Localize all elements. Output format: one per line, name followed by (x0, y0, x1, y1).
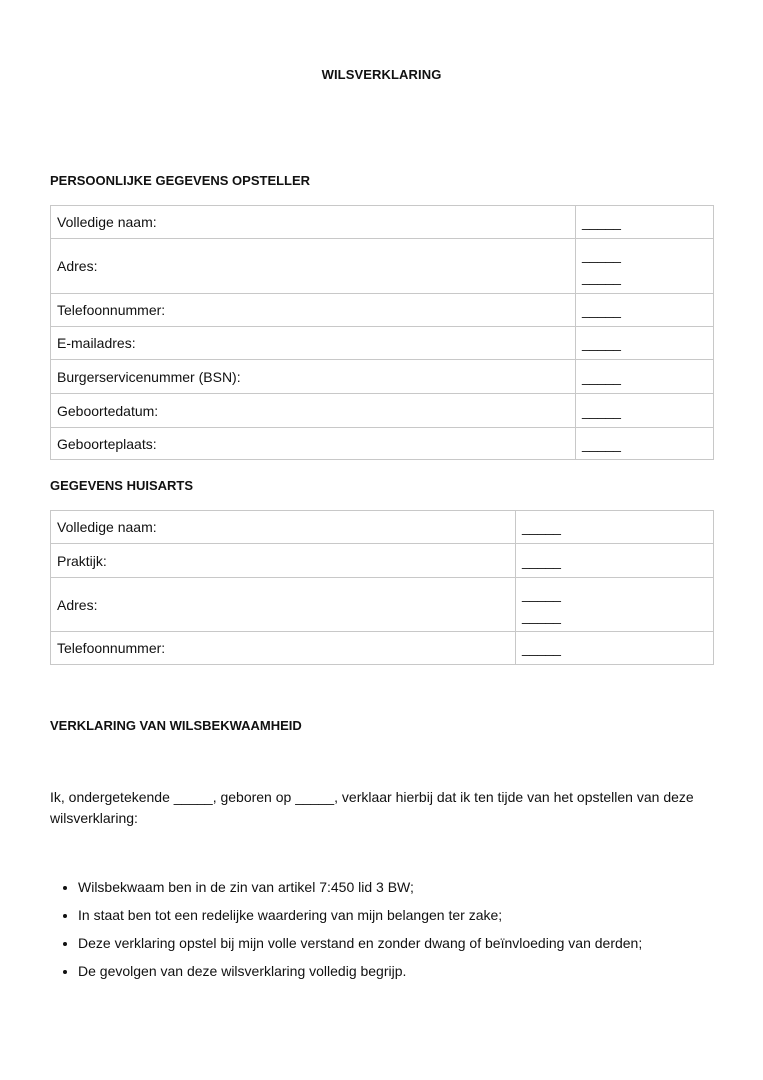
field-label-full-name: Volledige naam: (51, 206, 576, 239)
blank-line: _____ (582, 269, 621, 285)
field-label-birth-date: Geboortedatum: (51, 394, 576, 428)
list-item: • Deze verklaring opstel bij mijn volle verstand en zonder dwang of beïnvloeding van derden; (78, 932, 738, 960)
table-row (51, 511, 714, 544)
list-item: • In staat ben tot een redelijke waardering van mijn belangen ter zake; (78, 904, 738, 932)
table-row (51, 206, 714, 239)
blank-line: _____ (522, 585, 561, 602)
field-value-phone[interactable] (576, 294, 714, 327)
field-value-address[interactable] (576, 239, 714, 294)
field-value-full-name[interactable] (576, 206, 714, 239)
personal-details-table (50, 205, 714, 460)
field-value-birth-place[interactable] (576, 428, 714, 460)
table-row (51, 239, 714, 294)
field-label-birth-place: Geboorteplaats: (51, 428, 576, 460)
declaration-paragraph: Ik, ondergetekende _____, geboren op _____, verklaar hierbij dat ik ten tijde van het opstellen van deze wilsverklaring: (50, 789, 694, 826)
table-row (51, 360, 714, 394)
blank-line: _____ (582, 214, 621, 230)
blank-line: _____ (522, 640, 561, 656)
field-label-email: E-mailadres: (51, 327, 576, 360)
field-label-phone: Telefoonnummer: (51, 294, 576, 327)
table-row (51, 632, 714, 665)
section-heading-capacity: VERKLARING VAN WILSBEKWAAMHEID (50, 718, 302, 733)
table-row (51, 578, 714, 632)
blank-line: _____ (522, 552, 561, 569)
table-row (51, 327, 714, 360)
section-heading-gp: GEGEVENS HUISARTS (50, 478, 194, 493)
declaration-bullet-list (50, 876, 738, 988)
table-row (51, 294, 714, 327)
field-value-gp-phone[interactable] (516, 632, 714, 665)
table-row (51, 428, 714, 460)
field-value-email[interactable] (576, 327, 714, 360)
field-value-gp-address[interactable] (516, 578, 714, 632)
blank-line: _____ (582, 247, 621, 263)
list-item: • De gevolgen van deze wilsverklaring volledig begrijp. (78, 960, 738, 988)
field-label-address: Adres: (51, 239, 576, 294)
blank-line: _____ (522, 607, 561, 624)
field-label-practice: Praktijk: (51, 544, 516, 578)
section-heading-personal: PERSOONLIJKE GEGEVENS OPSTELLER (50, 173, 311, 188)
list-item: • Wilsbekwaam ben in de zin van artikel 7:450 lid 3 BW; (78, 876, 738, 904)
field-value-birth-date[interactable] (576, 394, 714, 428)
gp-details-table (50, 510, 714, 665)
document-title: WILSVERKLARING (321, 67, 442, 82)
blank-line: _____ (582, 335, 621, 351)
field-value-bsn[interactable] (576, 360, 714, 394)
field-value-gp-name[interactable] (516, 511, 714, 544)
field-label-gp-name: Volledige naam: (51, 511, 516, 544)
field-value-practice[interactable] (516, 544, 714, 578)
field-label-gp-address: Adres: (51, 578, 516, 632)
field-label-gp-phone: Telefoonnummer: (51, 632, 516, 665)
blank-line: _____ (522, 519, 561, 535)
blank-line: _____ (582, 302, 621, 318)
table-row (51, 544, 714, 578)
field-label-bsn: Burgerservicenummer (BSN): (51, 360, 576, 394)
table-row (51, 394, 714, 428)
blank-line: _____ (582, 402, 621, 419)
blank-line: _____ (582, 368, 621, 385)
blank-line: _____ (582, 435, 621, 452)
